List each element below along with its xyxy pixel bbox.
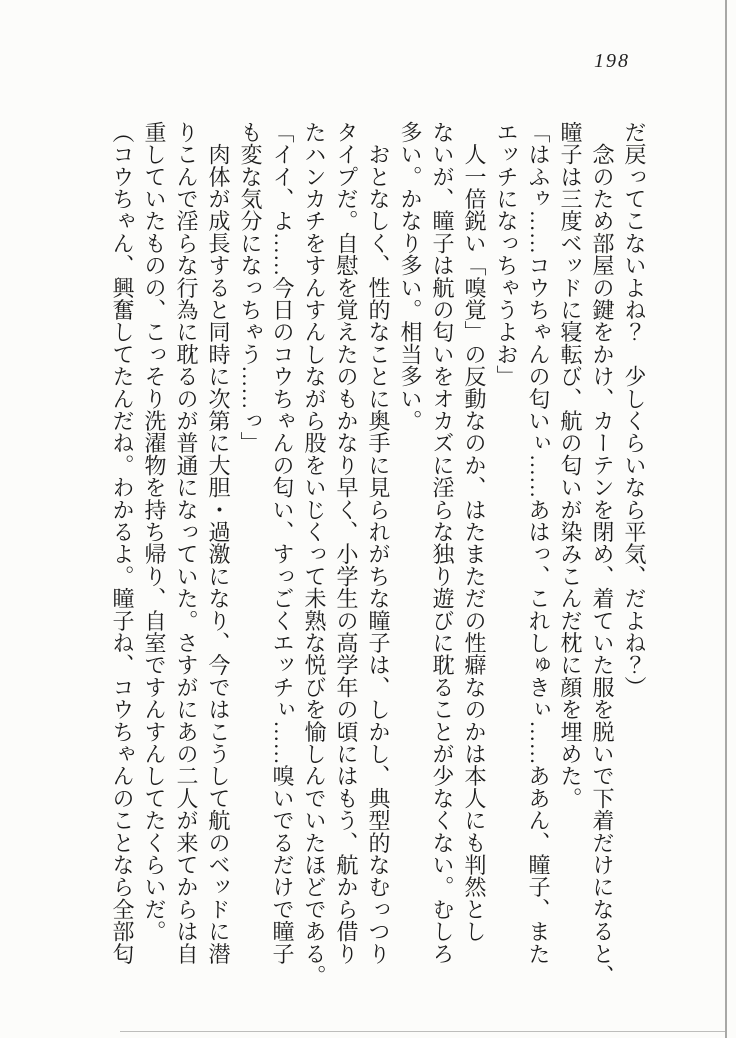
text-column: 人一倍鋭い「嗅覚」の反動なのか、はたまただの性癖なのかは本人にも判然とし — [462, 121, 487, 943]
text-column: 「イイ、よ……今日のコウちゃんの匂い、すっごくエッチぃ……嗅いでるだけで瞳子 — [270, 121, 295, 965]
text-column: 念のため部屋の鍵をかけ、カーテンを閉め、着ていた服を脱いで下着だけになると、 — [590, 121, 615, 987]
text-column: 瞳子は三度ベッドに寝転び、航の匂いが染みこんだ枕に顔を埋めた。 — [558, 121, 583, 810]
text-column: も変な気分になっちゃう……っ」 — [238, 121, 263, 454]
text-column: だ戻ってこないよね？ 少しくらいなら平気、だよね？） — [622, 121, 647, 699]
text-column: エッチになっちゃうよお」 — [494, 121, 519, 388]
text-column: 重していたものの、こっそり洗濯物を持ち帰り、自室ですんすんしてたくらいだ。 — [142, 121, 167, 943]
text-column: 「はふゥ……コウちゃんの匂いぃ……あはっ、これしゅきぃ……ああん、瞳子、また — [526, 121, 551, 965]
text-column: 肉体が成長すると同時に次第に大胆・過激になり、今ではこうして航のベッドに潜 — [206, 121, 231, 965]
scan-page-edge-bottom — [120, 1031, 725, 1032]
scan-page-edge-right — [725, 0, 727, 1038]
text-column: ないが、瞳子は航の匂いをオカズに淫らな独り遊びに耽ることが少なくない。むしろ — [430, 121, 455, 965]
vertical-text-block — [106, 121, 650, 987]
text-column: 多い。かなり多い。相当多い。 — [398, 121, 423, 432]
text-column: たハンカチをすんすんしながら股をいじくって未熟な悦びを愉しんでいたほどである。 — [302, 121, 327, 987]
text-column: （コウちゃん、興奮してたんだね。わかるよ。瞳子ね、コウちゃんのことなら全部匂 — [110, 121, 135, 965]
text-column: タイプだ。自慰を覚えたのもかなり早く、小学生の高学年の頃にはもう、航から借り — [334, 121, 359, 965]
text-column: りこんで淫らな行為に耽るのが普通になっていた。さすがにあの二人が来てからは自 — [174, 121, 199, 965]
text-column: おとなしく、性的なことに奥手に見られがちな瞳子は、しかし、典型的なむっつり — [366, 121, 391, 965]
page-number: 198 — [594, 50, 630, 72]
